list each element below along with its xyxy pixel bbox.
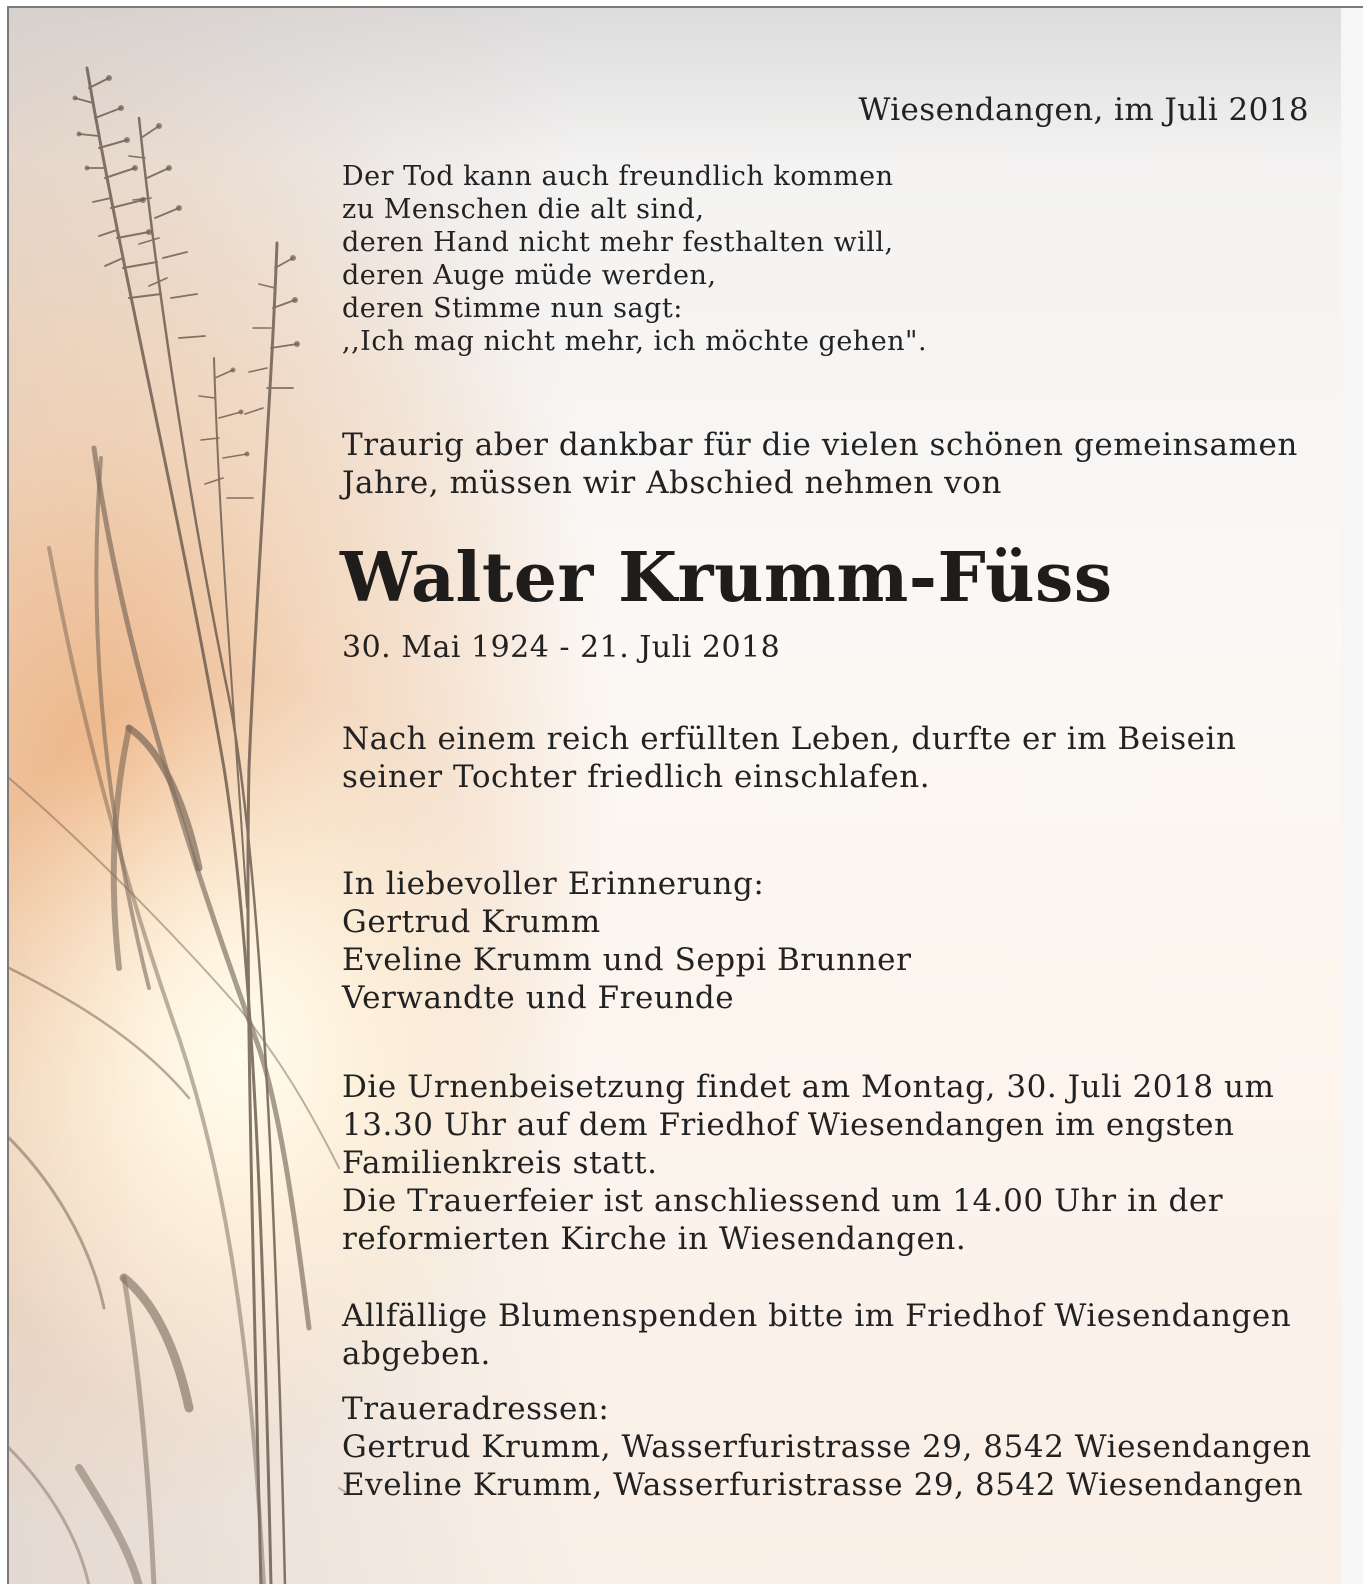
deceased-name: Walter Krumm-Füss bbox=[340, 538, 1113, 618]
burial-paragraph bbox=[342, 1068, 1274, 1258]
intro-line: Traurig aber dankbar für die vielen schönen gemeinsamen bbox=[342, 427, 1298, 463]
family-line: In liebevoller Erinnerung: bbox=[342, 866, 765, 902]
poem-line: ,,Ich mag nicht mehr, ich möchte gehen". bbox=[342, 326, 928, 357]
place-date: Wiesendangen, im Juli 2018 bbox=[858, 92, 1309, 128]
burial-line: Die Urnenbeisetzung findet am Montag, 30. Juli 2018 um bbox=[342, 1069, 1275, 1105]
intro-paragraph bbox=[342, 426, 1298, 502]
intro-line: Jahre, müssen wir Abschied nehmen von bbox=[342, 465, 1002, 501]
obituary-card bbox=[7, 6, 1363, 1584]
family-line: Verwandte und Freunde bbox=[342, 980, 735, 1016]
grass-silhouette-image bbox=[9, 8, 349, 1584]
burial-line: Familienkreis statt. bbox=[342, 1145, 658, 1181]
address-line: Gertrud Krumm, Wasserfuristrasse 29, 8542 Wiesendangen bbox=[342, 1429, 1312, 1465]
life-dates: 30. Mai 1924 - 21. Juli 2018 bbox=[342, 630, 781, 665]
burial-line: 13.30 Uhr auf dem Friedhof Wiesendangen im engsten bbox=[342, 1107, 1235, 1143]
family-line: Eveline Krumm und Seppi Brunner bbox=[342, 942, 912, 978]
right-edge bbox=[1341, 8, 1363, 1584]
address-line: Eveline Krumm, Wasserfuristrasse 29, 8542 Wiesendangen bbox=[342, 1467, 1304, 1503]
address-heading: Traueradressen: bbox=[342, 1391, 610, 1427]
life-paragraph bbox=[342, 720, 1237, 796]
poem-line: deren Auge müde werden, bbox=[342, 260, 717, 291]
burial-line: Die Trauerfeier ist anschliessend um 14.00 Uhr in der bbox=[342, 1183, 1224, 1219]
flowers-paragraph bbox=[342, 1297, 1291, 1373]
poem-line: Der Tod kann auch freundlich kommen bbox=[342, 161, 894, 192]
burial-line: reformierten Kirche in Wiesendangen. bbox=[342, 1221, 967, 1257]
poem-line: deren Stimme nun sagt: bbox=[342, 293, 683, 324]
flowers-line: Allfällige Blumenspenden bitte im Friedhof Wiesendangen bbox=[342, 1298, 1292, 1334]
family-line: Gertrud Krumm bbox=[342, 904, 601, 940]
life-line: seiner Tochter friedlich einschlafen. bbox=[342, 759, 931, 795]
poem-line: deren Hand nicht mehr festhalten will, bbox=[342, 227, 894, 258]
life-line: Nach einem reich erfüllten Leben, durfte er im Beisein bbox=[342, 721, 1237, 757]
poem-line: zu Menschen die alt sind, bbox=[342, 194, 705, 225]
poem bbox=[342, 160, 927, 358]
flowers-line: abgeben. bbox=[342, 1336, 491, 1372]
mourning-addresses bbox=[342, 1390, 1312, 1504]
family-list bbox=[342, 865, 911, 1017]
